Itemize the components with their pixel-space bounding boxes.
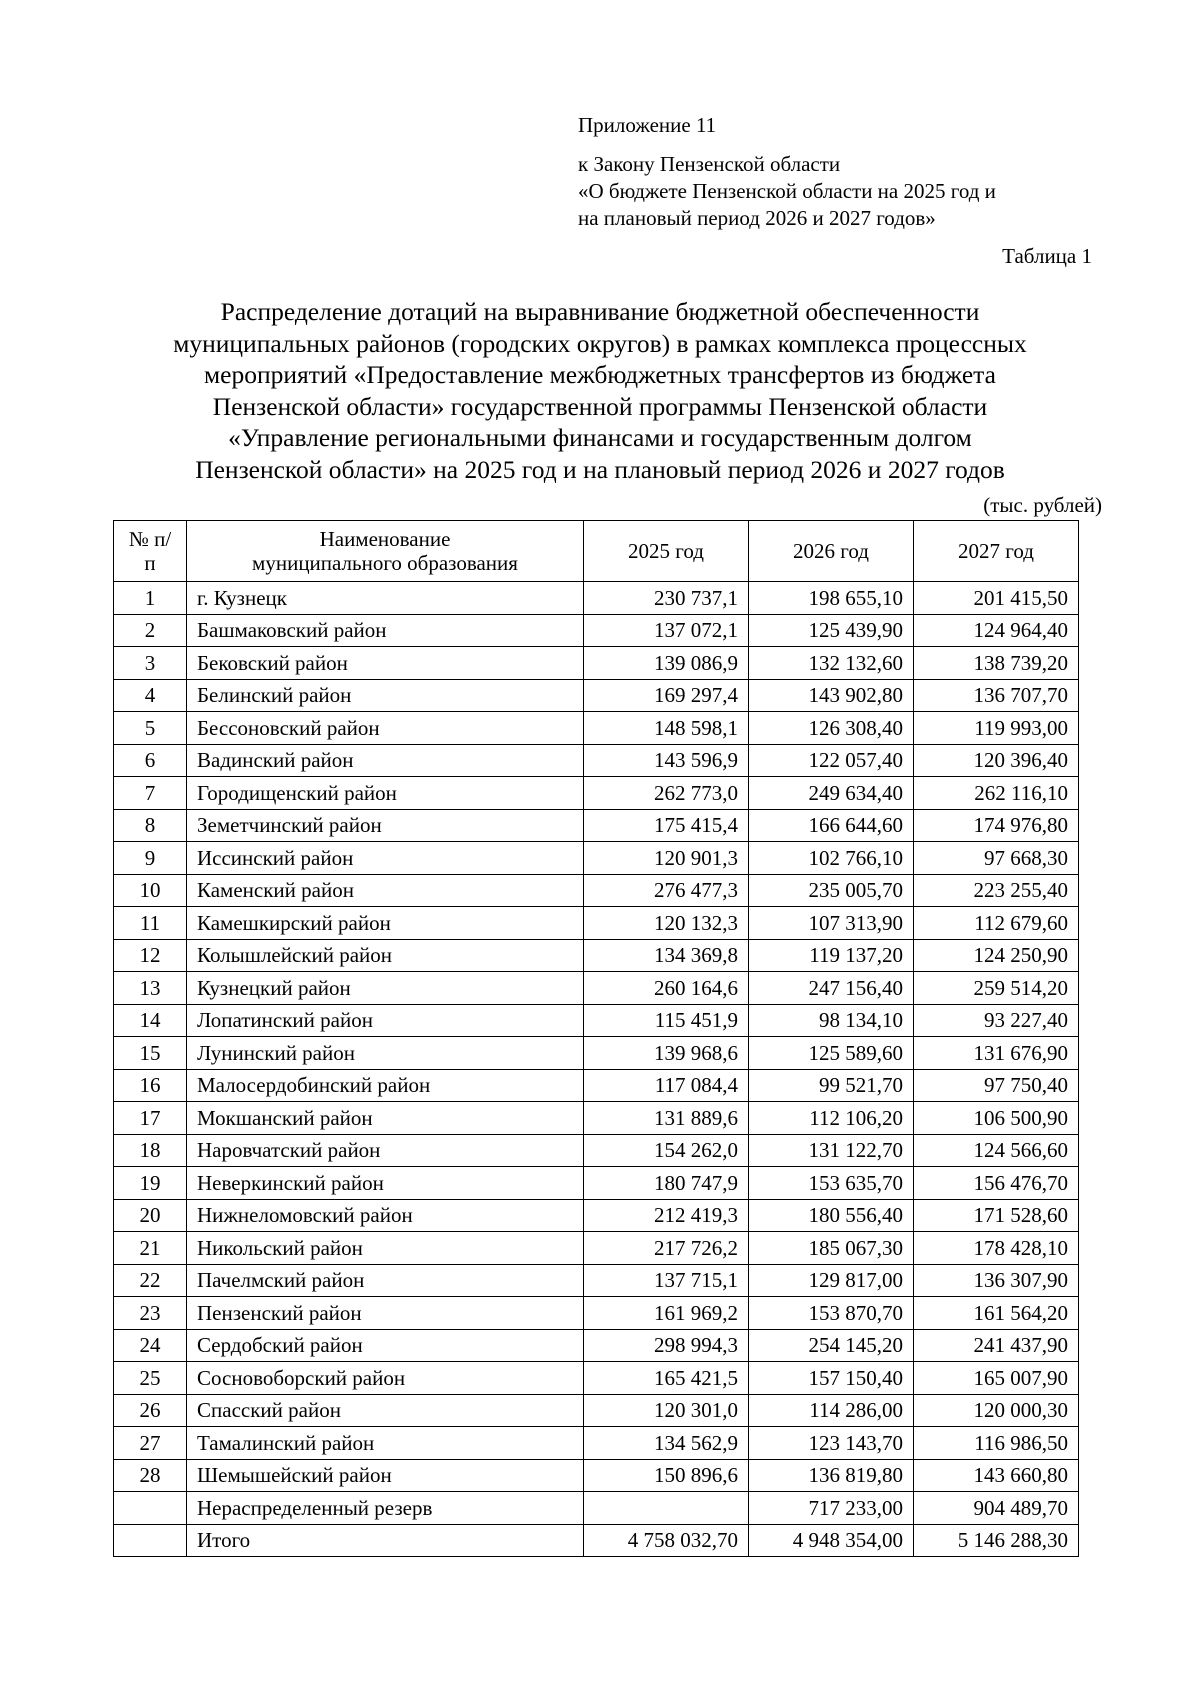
value-2026: 107 313,90 bbox=[749, 907, 914, 940]
value-2025: 148 598,1 bbox=[584, 712, 749, 745]
row-name: Иссинский район bbox=[187, 842, 584, 875]
value-2027: 112 679,60 bbox=[914, 907, 1079, 940]
row-number: 8 bbox=[114, 809, 187, 842]
row-name: Неверкинский район bbox=[187, 1167, 584, 1200]
value-2025: 217 726,2 bbox=[584, 1232, 749, 1265]
value-2027: 178 428,10 bbox=[914, 1232, 1079, 1265]
value-2027: 106 500,90 bbox=[914, 1102, 1079, 1135]
value-2026: 166 644,60 bbox=[749, 809, 914, 842]
row-number: 11 bbox=[114, 907, 187, 940]
row-name: Малосердобинский район bbox=[187, 1069, 584, 1102]
value-2025: 161 969,2 bbox=[584, 1297, 749, 1330]
table-row bbox=[114, 809, 1079, 842]
row-number: 3 bbox=[114, 647, 187, 680]
value-2026: 131 122,70 bbox=[749, 1134, 914, 1167]
value-2026: 125 589,60 bbox=[749, 1037, 914, 1070]
row-name: Земетчинский район bbox=[187, 809, 584, 842]
value-2026: 153 635,70 bbox=[749, 1167, 914, 1200]
value-2027: 241 437,90 bbox=[914, 1329, 1079, 1362]
value-2027: 156 476,70 bbox=[914, 1167, 1079, 1200]
row-name: Бековский район bbox=[187, 647, 584, 680]
value-2025 bbox=[584, 1492, 749, 1525]
header-2026: 2026 год bbox=[749, 521, 914, 582]
value-2027: 119 993,00 bbox=[914, 712, 1079, 745]
table-row bbox=[114, 1394, 1079, 1427]
row-name: Белинский район bbox=[187, 679, 584, 712]
value-2026: 119 137,20 bbox=[749, 939, 914, 972]
table-row bbox=[114, 744, 1079, 777]
row-number: 16 bbox=[114, 1069, 187, 1102]
value-2025: 139 086,9 bbox=[584, 647, 749, 680]
value-2027: 93 227,40 bbox=[914, 1004, 1079, 1037]
row-name: Шемышейский район bbox=[187, 1459, 584, 1492]
value-2026: 129 817,00 bbox=[749, 1264, 914, 1297]
value-2027: 124 964,40 bbox=[914, 614, 1079, 647]
row-number: 25 bbox=[114, 1362, 187, 1395]
appendix-line: «О бюджете Пензенской области на 2025 год и bbox=[578, 179, 996, 203]
row-name: Кузнецкий район bbox=[187, 972, 584, 1005]
row-number: 2 bbox=[114, 614, 187, 647]
table-row bbox=[114, 1329, 1079, 1362]
appendix-title: Приложение 11 bbox=[578, 113, 717, 137]
value-2025: 175 415,4 bbox=[584, 809, 749, 842]
value-2026: 112 106,20 bbox=[749, 1102, 914, 1135]
value-2027: 5 146 288,30 bbox=[914, 1524, 1079, 1557]
value-2027: 116 986,50 bbox=[914, 1427, 1079, 1460]
value-2026: 126 308,40 bbox=[749, 712, 914, 745]
row-name: Вадинский район bbox=[187, 744, 584, 777]
row-number: 12 bbox=[114, 939, 187, 972]
value-2027: 136 307,90 bbox=[914, 1264, 1079, 1297]
value-2025: 134 562,9 bbox=[584, 1427, 749, 1460]
value-2027: 136 707,70 bbox=[914, 679, 1079, 712]
value-2026: 185 067,30 bbox=[749, 1232, 914, 1265]
value-2025: 117 084,4 bbox=[584, 1069, 749, 1102]
table-row bbox=[114, 1037, 1079, 1070]
row-number: 4 bbox=[114, 679, 187, 712]
table-label: Таблица 1 bbox=[1002, 244, 1092, 268]
value-2025: 115 451,9 bbox=[584, 1004, 749, 1037]
row-number: 7 bbox=[114, 777, 187, 810]
row-name: Городищенский район bbox=[187, 777, 584, 810]
row-name: Тамалинский район bbox=[187, 1427, 584, 1460]
row-name: Башмаковский район bbox=[187, 614, 584, 647]
table-row bbox=[114, 939, 1079, 972]
value-2027: 201 415,50 bbox=[914, 582, 1079, 615]
value-2026: 180 556,40 bbox=[749, 1199, 914, 1232]
table-row bbox=[114, 614, 1079, 647]
value-2025: 4 758 032,70 bbox=[584, 1524, 749, 1557]
table-row bbox=[114, 1102, 1079, 1135]
value-2025: 131 889,6 bbox=[584, 1102, 749, 1135]
value-2026: 132 132,60 bbox=[749, 647, 914, 680]
value-2027: 143 660,80 bbox=[914, 1459, 1079, 1492]
header-2025: 2025 год bbox=[584, 521, 749, 582]
value-2026: 123 143,70 bbox=[749, 1427, 914, 1460]
value-2025: 262 773,0 bbox=[584, 777, 749, 810]
row-name: Камешкирский район bbox=[187, 907, 584, 940]
table-row bbox=[114, 874, 1079, 907]
value-2027: 120 000,30 bbox=[914, 1394, 1079, 1427]
value-2025: 169 297,4 bbox=[584, 679, 749, 712]
row-name: Лопатинский район bbox=[187, 1004, 584, 1037]
units-label: (тыс. рублей) bbox=[983, 493, 1102, 517]
row-number: 1 bbox=[114, 582, 187, 615]
table-header-row bbox=[114, 521, 1079, 582]
header-2027: 2027 год bbox=[914, 521, 1079, 582]
value-2025: 298 994,3 bbox=[584, 1329, 749, 1362]
row-name: г. Кузнецк bbox=[187, 582, 584, 615]
table-row bbox=[114, 1427, 1079, 1460]
value-2025: 165 421,5 bbox=[584, 1362, 749, 1395]
table-row bbox=[114, 1004, 1079, 1037]
appendix-line: к Закону Пензенской области bbox=[578, 152, 841, 176]
value-2025: 212 419,3 bbox=[584, 1199, 749, 1232]
row-name: Бессоновский район bbox=[187, 712, 584, 745]
row-name: Сердобский район bbox=[187, 1329, 584, 1362]
table-row bbox=[114, 1069, 1079, 1102]
table-row bbox=[114, 1232, 1079, 1265]
row-number: 17 bbox=[114, 1102, 187, 1135]
value-2026: 235 005,70 bbox=[749, 874, 914, 907]
row-name: Никольский район bbox=[187, 1232, 584, 1265]
value-2025: 134 369,8 bbox=[584, 939, 749, 972]
row-name: Нижнеломовский район bbox=[187, 1199, 584, 1232]
title-line: Пензенской области» государственной программы Пензенской области bbox=[212, 391, 988, 421]
value-2026: 254 145,20 bbox=[749, 1329, 914, 1362]
value-2026: 153 870,70 bbox=[749, 1297, 914, 1330]
table-row bbox=[114, 972, 1079, 1005]
table-row bbox=[114, 1524, 1079, 1557]
value-2026: 717 233,00 bbox=[749, 1492, 914, 1525]
value-2027: 120 396,40 bbox=[914, 744, 1079, 777]
table-row bbox=[114, 647, 1079, 680]
value-2026: 249 634,40 bbox=[749, 777, 914, 810]
value-2027: 262 116,10 bbox=[914, 777, 1079, 810]
table-row bbox=[114, 907, 1079, 940]
row-number: 28 bbox=[114, 1459, 187, 1492]
value-2027: 131 676,90 bbox=[914, 1037, 1079, 1070]
value-2025: 120 901,3 bbox=[584, 842, 749, 875]
value-2026: 198 655,10 bbox=[749, 582, 914, 615]
subsidy-table bbox=[113, 520, 1079, 1557]
value-2027: 124 566,60 bbox=[914, 1134, 1079, 1167]
value-2027: 161 564,20 bbox=[914, 1297, 1079, 1330]
row-name: Наровчатский район bbox=[187, 1134, 584, 1167]
row-number: 18 bbox=[114, 1134, 187, 1167]
value-2025: 260 164,6 bbox=[584, 972, 749, 1005]
value-2026: 98 134,10 bbox=[749, 1004, 914, 1037]
table-row bbox=[114, 582, 1079, 615]
row-name: Каменский район bbox=[187, 874, 584, 907]
row-name: Пачелмский район bbox=[187, 1264, 584, 1297]
value-2025: 137 715,1 bbox=[584, 1264, 749, 1297]
value-2026: 114 286,00 bbox=[749, 1394, 914, 1427]
row-name: Спасский район bbox=[187, 1394, 584, 1427]
row-number: 5 bbox=[114, 712, 187, 745]
row-number: 27 bbox=[114, 1427, 187, 1460]
appendix-line: на плановый период 2026 и 2027 годов» bbox=[578, 206, 936, 230]
title-line: муниципальных районов (городских округов) в рамках комплекса процессных bbox=[173, 328, 1027, 358]
value-2025: 230 737,1 bbox=[584, 582, 749, 615]
table-row bbox=[114, 1264, 1079, 1297]
value-2027: 174 976,80 bbox=[914, 809, 1079, 842]
title-line: «Управление региональными финансами и государственным долгом bbox=[228, 423, 972, 452]
row-number: 19 bbox=[114, 1167, 187, 1200]
value-2027: 171 528,60 bbox=[914, 1199, 1079, 1232]
row-number bbox=[114, 1524, 187, 1557]
row-number: 9 bbox=[114, 842, 187, 875]
row-number: 6 bbox=[114, 744, 187, 777]
row-number: 26 bbox=[114, 1394, 187, 1427]
header-name: Наименование муниципального образования bbox=[187, 521, 584, 582]
value-2027: 904 489,70 bbox=[914, 1492, 1079, 1525]
value-2025: 120 132,3 bbox=[584, 907, 749, 940]
value-2025: 143 596,9 bbox=[584, 744, 749, 777]
value-2026: 102 766,10 bbox=[749, 842, 914, 875]
row-number: 22 bbox=[114, 1264, 187, 1297]
row-number: 15 bbox=[114, 1037, 187, 1070]
value-2026: 122 057,40 bbox=[749, 744, 914, 777]
value-2027: 97 750,40 bbox=[914, 1069, 1079, 1102]
row-number bbox=[114, 1492, 187, 1525]
value-2025: 139 968,6 bbox=[584, 1037, 749, 1070]
value-2025: 150 896,6 bbox=[584, 1459, 749, 1492]
row-name: Колышлейский район bbox=[187, 939, 584, 972]
value-2027: 97 668,30 bbox=[914, 842, 1079, 875]
row-name: Мокшанский район bbox=[187, 1102, 584, 1135]
title-line: мероприятий «Предоставление межбюджетных трансфертов из бюджета bbox=[204, 360, 996, 389]
value-2026: 4 948 354,00 bbox=[749, 1524, 914, 1557]
table-row bbox=[114, 1459, 1079, 1492]
table-row bbox=[114, 1199, 1079, 1232]
appendix-block bbox=[578, 112, 996, 232]
row-number: 23 bbox=[114, 1297, 187, 1330]
title-line: Пензенской области» на 2025 год и на плановый период 2026 и 2027 годов bbox=[195, 454, 1005, 484]
value-2025: 120 301,0 bbox=[584, 1394, 749, 1427]
table-row bbox=[114, 1492, 1079, 1525]
header-num: № п/п bbox=[114, 521, 187, 582]
value-2025: 180 747,9 bbox=[584, 1167, 749, 1200]
row-name: Сосновоборский район bbox=[187, 1362, 584, 1395]
row-number: 21 bbox=[114, 1232, 187, 1265]
value-2027: 165 007,90 bbox=[914, 1362, 1079, 1395]
value-2027: 259 514,20 bbox=[914, 972, 1079, 1005]
value-2025: 154 262,0 bbox=[584, 1134, 749, 1167]
table-row bbox=[114, 777, 1079, 810]
row-name: Лунинский район bbox=[187, 1037, 584, 1070]
value-2026: 157 150,40 bbox=[749, 1362, 914, 1395]
row-number: 10 bbox=[114, 874, 187, 907]
row-number: 14 bbox=[114, 1004, 187, 1037]
row-name: Нераспределенный резерв bbox=[187, 1492, 584, 1525]
row-number: 13 bbox=[114, 972, 187, 1005]
value-2025: 276 477,3 bbox=[584, 874, 749, 907]
value-2026: 136 819,80 bbox=[749, 1459, 914, 1492]
table-row bbox=[114, 1167, 1079, 1200]
row-name: Итого bbox=[187, 1524, 584, 1557]
row-number: 20 bbox=[114, 1199, 187, 1232]
table-row bbox=[114, 1362, 1079, 1395]
value-2027: 223 255,40 bbox=[914, 874, 1079, 907]
value-2027: 124 250,90 bbox=[914, 939, 1079, 972]
value-2026: 125 439,90 bbox=[749, 614, 914, 647]
table-row bbox=[114, 1134, 1079, 1167]
title-line: Распределение дотаций на выравнивание бюджетной обеспеченности bbox=[220, 297, 980, 326]
row-number: 24 bbox=[114, 1329, 187, 1362]
table-row bbox=[114, 842, 1079, 875]
document-title bbox=[110, 296, 1090, 485]
value-2027: 138 739,20 bbox=[914, 647, 1079, 680]
value-2026: 143 902,80 bbox=[749, 679, 914, 712]
table-row bbox=[114, 712, 1079, 745]
table-row bbox=[114, 679, 1079, 712]
row-name: Пензенский район bbox=[187, 1297, 584, 1330]
value-2026: 247 156,40 bbox=[749, 972, 914, 1005]
table-row bbox=[114, 1297, 1079, 1330]
value-2026: 99 521,70 bbox=[749, 1069, 914, 1102]
value-2025: 137 072,1 bbox=[584, 614, 749, 647]
